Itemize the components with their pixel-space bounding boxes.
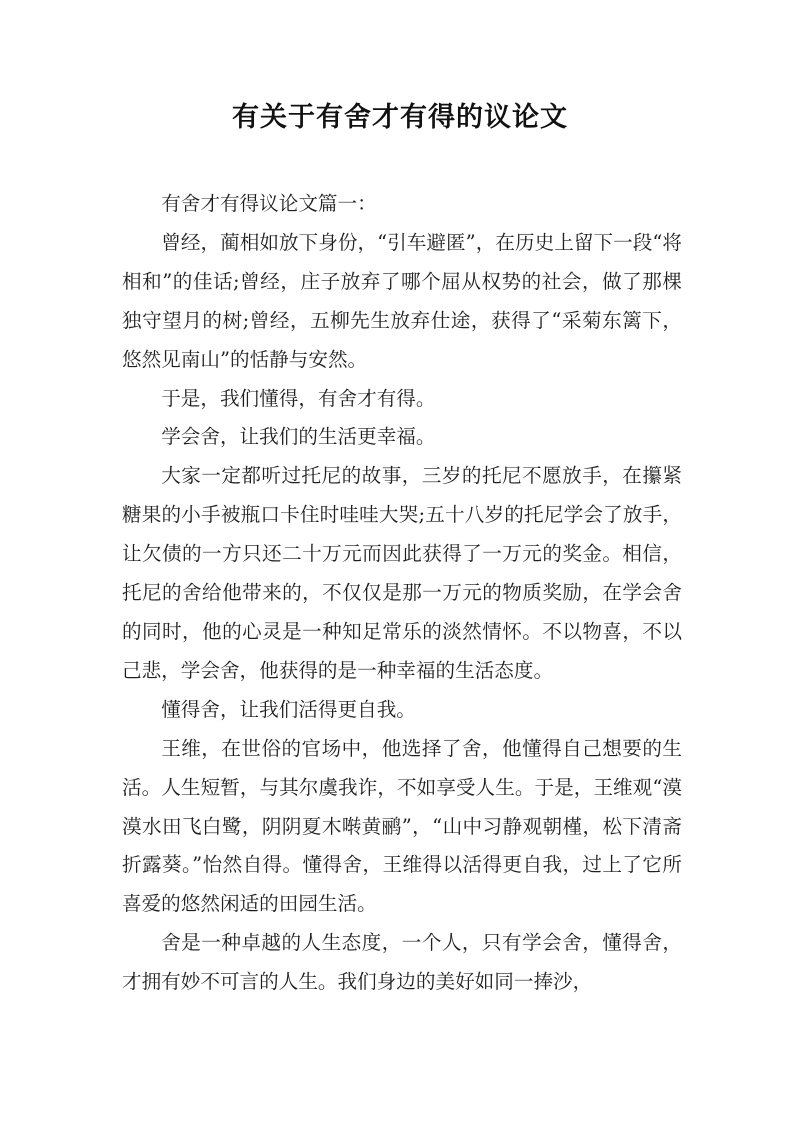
- paragraph: 懂得舍，让我们活得更自我。: [161, 697, 416, 721]
- paragraph: 学会舍，让我们的生活更幸福。: [161, 425, 436, 449]
- document-title: 有关于有舍才有得的议论文: [232, 102, 568, 133]
- paragraph: 舍是一种卓越的人生态度，一个人，只有学会舍，懂得舍，才拥有妙不可言的人生。我们身边的美好如同一捧沙，: [122, 931, 682, 994]
- paragraph-heading: 有舍才有得议论文篇一：: [161, 192, 377, 215]
- paragraph: 于是，我们懂得，有舍才有得。: [161, 386, 436, 410]
- paragraph: 曾经，蔺相如放下身份，“引车避匿”，在历史上留下一段“将相和”的佳话;曾经，庄子放弃了哪个屈从权势的社会，做了那棵独守望月的树;曾经，五柳先生放弃仕途，获得了“采菊东篱下，悠然见南山”的恬静与安然。: [122, 230, 682, 371]
- paragraph: 王维，在世俗的官场中，他选择了舍，他懂得自己想要的生活。人生短暂，与其尔虞我诈，不如享受人生。于是，王维观“漠漠水田飞白鹭，阴阴夏木啭黄鹂”，“山中习静观朝槿，松下清斋折露葵。”怡然自得。懂得舍，王维得以活得更自我，过上了它所喜爱的悠然闲适的田园生活。: [122, 736, 682, 916]
- paragraph: 大家一定都听过托尼的故事，三岁的托尼不愿放手，在攥紧糖果的小手被瓶口卡住时哇哇大哭;五十八岁的托尼学会了放手，让欠债的一方只还二十万元而因此获得了一万元的奖金。相信，托尼的舍给他带来的，不仅仅是那一万元的物质奖励，在学会舍的同时，他的心灵是一种知足常乐的淡然情怀。不以物喜，不以己悲，学会舍，他获得的是一种幸福的生活态度。: [122, 464, 682, 682]
- document-body: [122, 185, 682, 1002]
